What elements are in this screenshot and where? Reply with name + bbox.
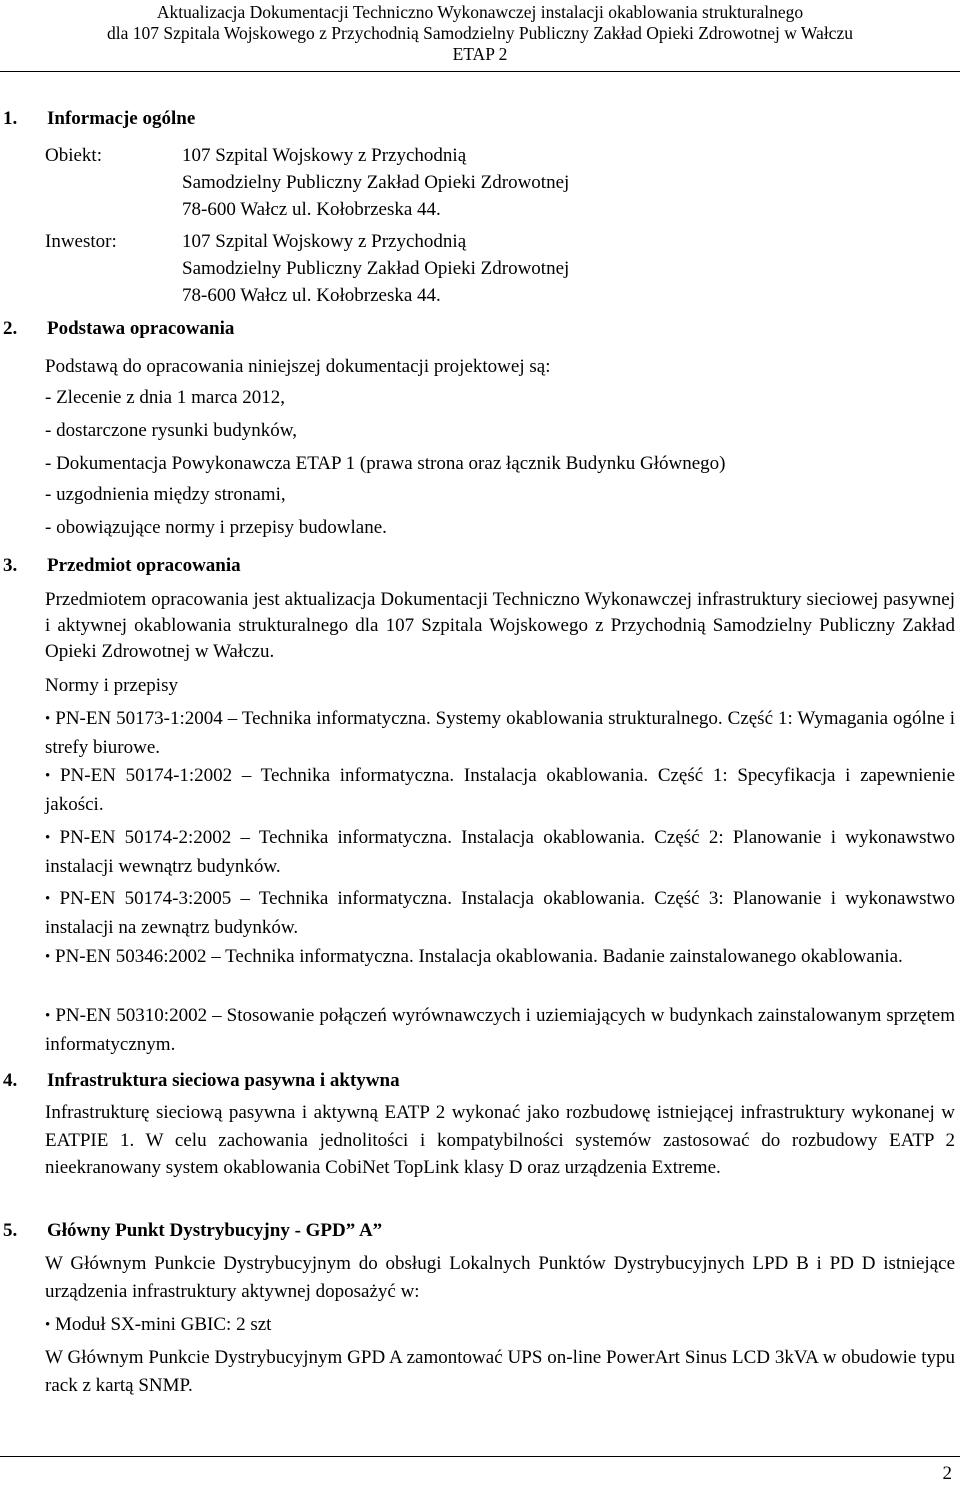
norm-text: PN-EN 50310:2002 – Stosowanie połączeń wyrównawczych i uziemiających w budynkach zainstalowanym sprzętem informatycznym. [45,1005,955,1055]
norms-title: Normy i przepisy [45,675,178,696]
header-line-1: Aktualizacja Dokumentacji Techniczno Wykonawczej instalacji okablowania strukturalnego [156,2,804,22]
bullet-icon: • [45,830,51,846]
page-number: 2 [942,1463,952,1484]
gpd-paragraph-1: W Głównym Punkcie Dystrybucyjnym do obsługi Lokalnych Punktów Dystrybucyjnych LPD B i PD D istniejące urządzenia infrastruktury aktywnej doposażyć w: [45,1253,955,1302]
obiekt-label: Obiekt: [45,145,102,166]
section-title: Informacje ogólne [47,108,196,129]
inwestor-line: 78-600 Wałcz ul. Kołobrzeska 44. [182,285,441,306]
basis-item: - uzgodnienia między stronami, [45,484,286,505]
gpd-list-item [45,1311,955,1340]
section-title: Podstawa opracowania [47,318,235,339]
gpd-item-text: Moduł SX-mini GBIC: 2 szt [55,1314,272,1335]
norm-list-item [45,885,955,941]
footer-rule [0,1456,960,1457]
norm-list-item [45,824,955,880]
header-line-3: ETAP 2 [452,44,508,64]
obiekt-line: 78-600 Wałcz ul. Kołobrzeska 44. [182,199,441,220]
bullet-icon: • [45,1317,51,1333]
bullet-icon: • [45,768,51,784]
section-number: 5. [3,1220,18,1241]
norm-list-item [45,943,955,972]
inwestor-label: Inwestor: [45,231,117,252]
obiekt-line: 107 Szpital Wojskowy z Przychodnią [182,145,467,166]
inwestor-line: 107 Szpital Wojskowy z Przychodnią [182,231,467,252]
basis-item: - Dokumentacja Powykonawcza ETAP 1 (prawa strona oraz łącznik Budynku Głównego) [45,453,726,474]
bullet-icon: • [45,711,51,727]
basis-intro: Podstawą do opracowania niniejszej dokumentacji projektowej są: [45,356,551,377]
basis-item: - obowiązujące normy i przepisy budowlane. [45,517,387,538]
norm-text: PN-EN 50174-2:2002 – Technika informatyczna. Instalacja okablowania. Część 2: Planowanie i wykonawstwo instalacji wewnątrz budynków. [45,827,955,877]
norm-text: PN-EN 50174-1:2002 – Technika informatyczna. Instalacja okablowania. Część 1: Specyfikacja i zapewnienie jakości. [45,765,956,815]
bullet-icon: • [45,891,51,907]
running-header [0,2,960,65]
section-number: 4. [3,1070,18,1091]
header-rule [0,71,960,72]
infrastructure-paragraph: Infrastrukturę sieciową pasywna i aktywną EATP 2 wykonać jako rozbudowę istniejącej infrastruktury wykonanej w EATPIE 1. W celu zachowania jednolitości i kompatybilności systemów zastosować do rozbudowy EATP 2 nieekranowany system okablowania CobiNet TopLink klasy D oraz urządzenia Extreme. [45,1102,955,1178]
norm-list-item [45,1002,955,1058]
section-number: 2. [3,318,18,339]
obiekt-line: Samodzielny Publiczny Zakład Opieki Zdrowotnej [182,172,570,193]
gpd-paragraph-2: W Głównym Punkcie Dystrybucyjnym GPD A zamontować UPS on-line PowerArt Sinus LCD 3kVA w obudowie typu rack z kartą SNMP. [45,1347,955,1396]
norm-text: PN-EN 50173-1:2004 – Technika informatyczna. Systemy okablowania strukturalnego. Część 1: Wymagania ogólne i strefy biurowe. [45,708,955,758]
basis-item: - dostarczone rysunki budynków, [45,420,298,441]
section-number: 3. [3,555,18,576]
basis-item: - Zlecenie z dnia 1 marca 2012, [45,387,286,408]
section-title: Infrastruktura sieciowa pasywna i aktywna [47,1070,400,1091]
inwestor-line: Samodzielny Publiczny Zakład Opieki Zdrowotnej [182,258,570,279]
section-number: 1. [3,108,18,129]
bullet-icon: • [45,949,51,965]
norm-text: PN-EN 50174-3:2005 – Technika informatyczna. Instalacja okablowania. Część 3: Planowanie i wykonawstwo instalacji na zewnątrz budynków. [45,888,955,938]
subject-paragraph: Przedmiotem opracowania jest aktualizacja Dokumentacji Techniczno Wykonawczej infrastruktury sieciowej pasywnej i aktywnej okablowania strukturalnego dla 107 Szpitala Wojskowego z Przychodnią Samodzielny Publiczny Zakład Opieki Zdrowotnej w Wałczu. [45,589,955,662]
norm-text: PN-EN 50346:2002 – Technika informatyczna. Instalacja okablowania. Badanie zainstalowanego okablowania. [55,946,903,967]
norm-list-item [45,705,955,761]
norm-list-item [45,762,955,818]
section-title: Główny Punkt Dystrybucyjny - GPD” A” [47,1220,383,1241]
header-line-2: dla 107 Szpitala Wojskowego z Przychodnią Samodzielny Publiczny Zakład Opieki Zdrowotnej w Wałczu [107,23,853,43]
bullet-icon: • [45,1008,51,1024]
section-title: Przedmiot opracowania [47,555,241,576]
